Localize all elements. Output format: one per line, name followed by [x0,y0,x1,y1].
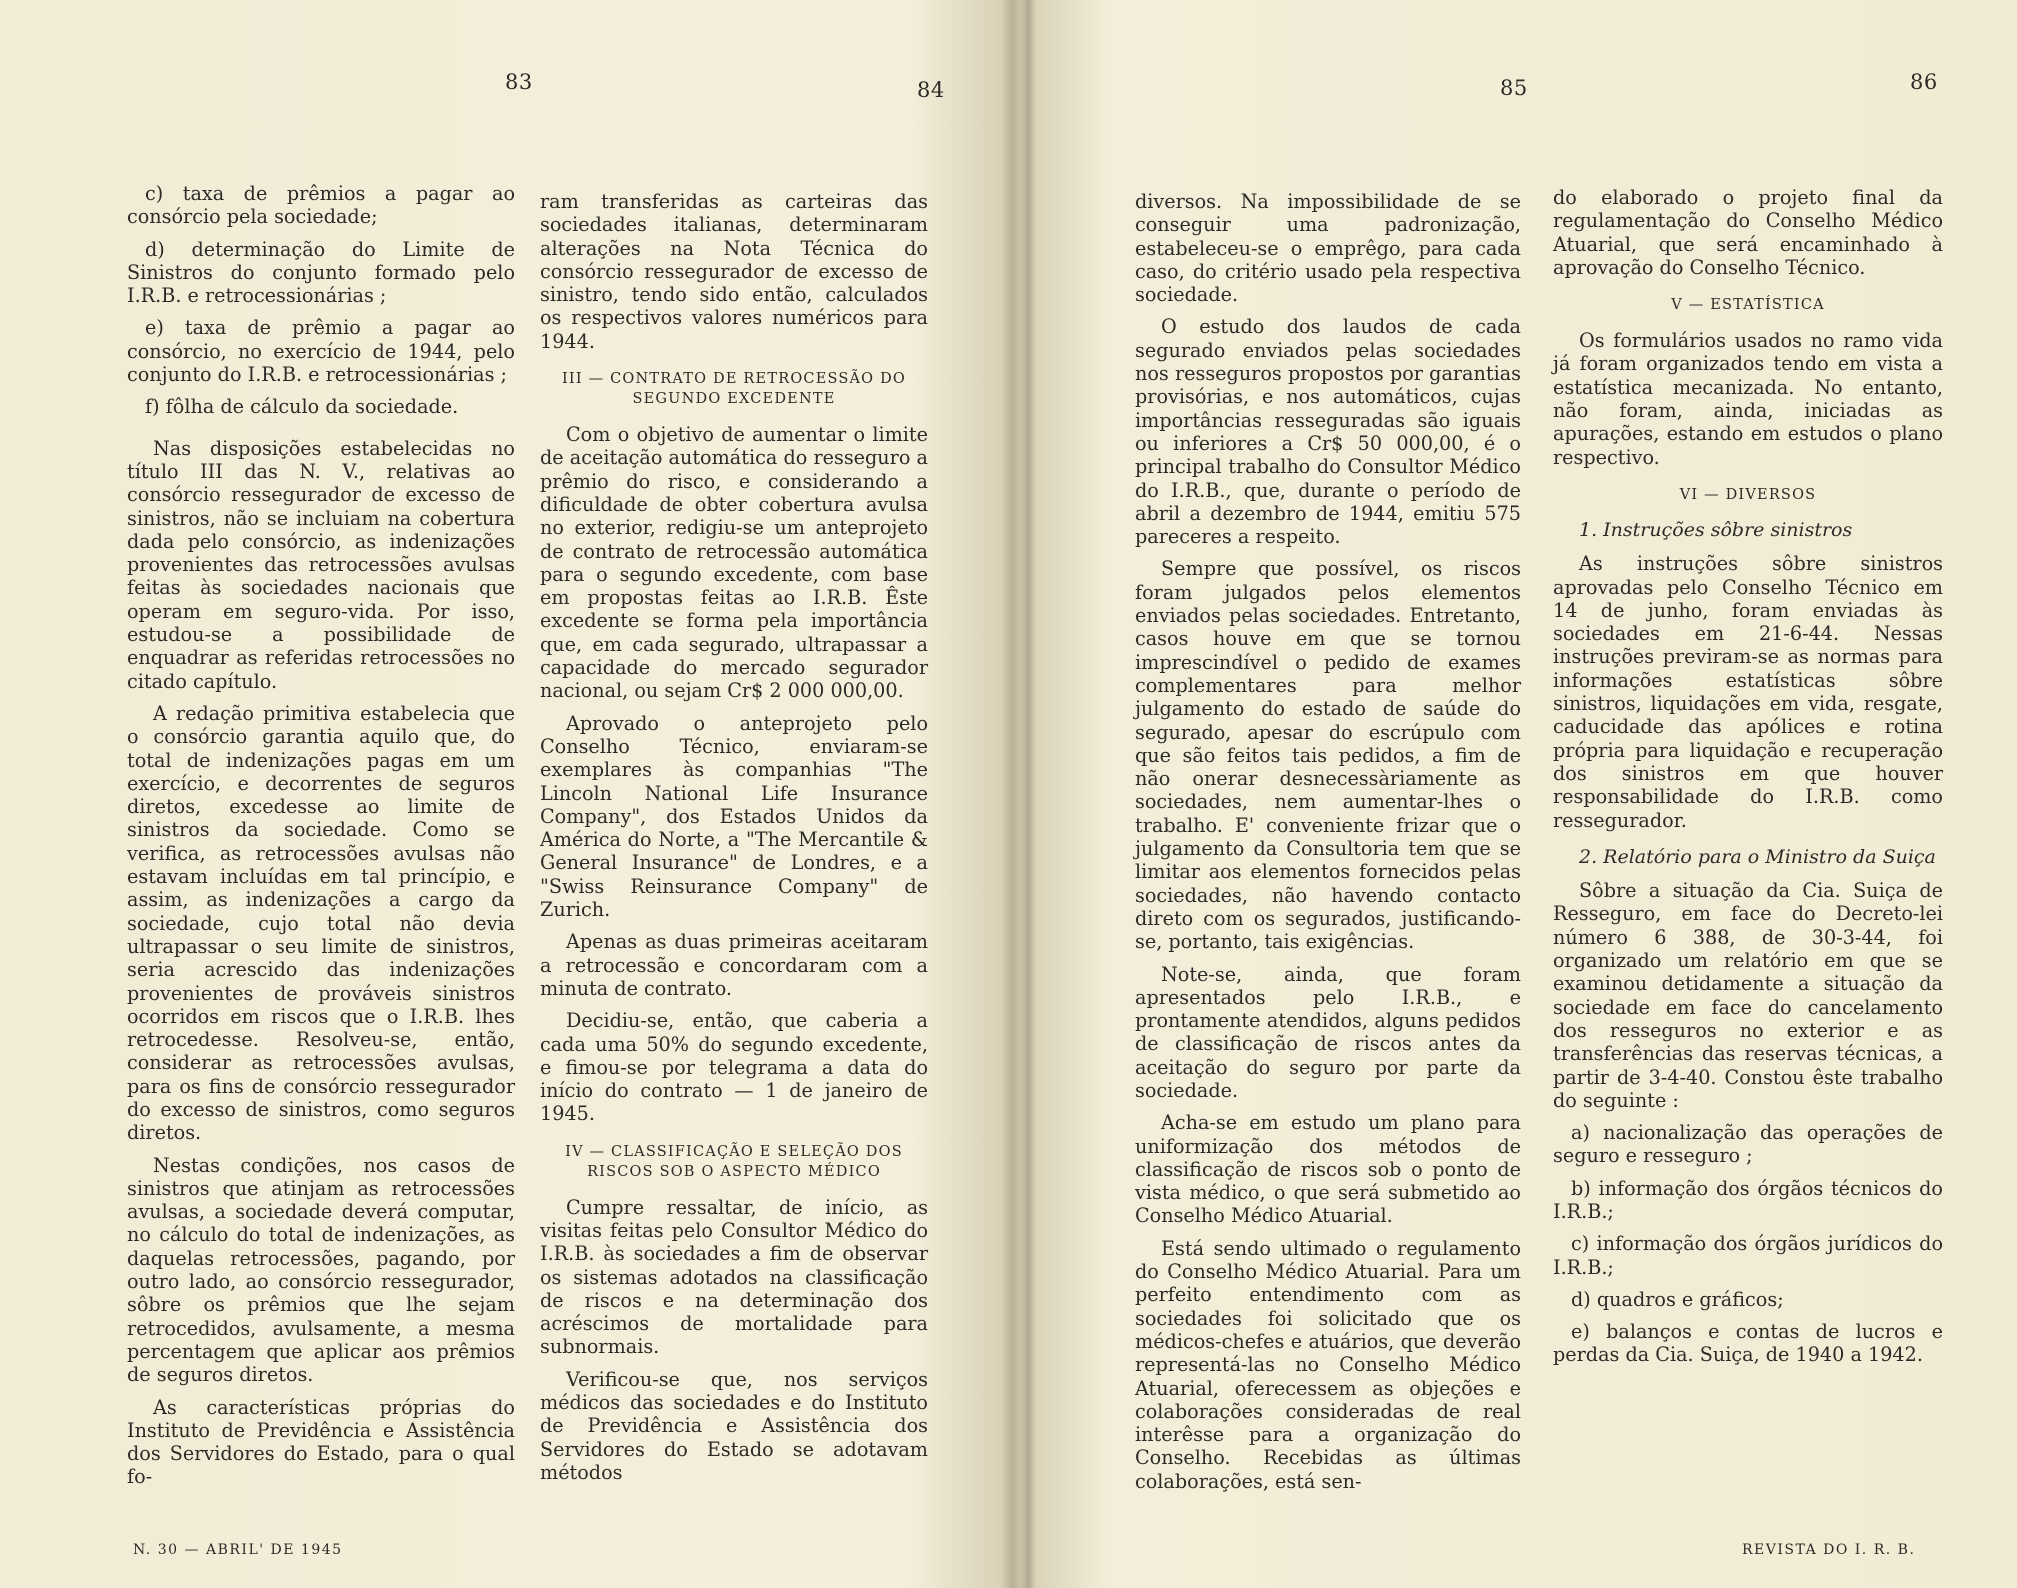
paragraph: Verificou-se que, nos serviços médicos das sociedades e do Instituto de Previdência e Assistência dos Servidores do Estado se adotavam métodos [540,1367,928,1484]
paragraph: Os formulários usados no ramo vida já foram organizados tendo em vista a estatística mecanizada. No entanto, não foram, ainda, iniciadas as apurações, estando em estudos o plano respectivo. [1553,329,1943,469]
section-heading: VI — DIVERSOS [1679,486,1817,503]
section-heading: III — CONTRATO DE RETROCESSÃO DO SEGUNDO EXCEDENTE [562,371,906,408]
section-heading: V — ESTATÍSTICA [1671,297,1825,314]
subsection-heading: 2. Relatório para o Ministro da Suiça [1579,845,1936,868]
list-item: d) quadros e gráficos; [1571,1287,1784,1311]
paragraph: Está sendo ultimado o regulamento do Conselho Médico Atuarial. Para um perfeito entendimento com as sociedades foi solicitado que os médicos-chefes e atuários, que deverão representá-las no Conselho Médico Atuarial, oferecessem as objeções e colaborações consideradas de real interêsse para a organização do Conselho. Recebidas as últimas colaborações, está sen- [1135,1236,1521,1493]
paragraph: f) fôlha de cálculo da sociedade. [145,395,459,419]
paragraph: As características próprias do Instituto de Previdência e Assistência dos Servidores do Estado, para o qual fo- [127,1395,515,1489]
list-item: e) balanços e contas de lucros e perdas da Cia. Suiça, de 1940 a 1942. [1553,1320,1943,1367]
subsection-heading: 1. Instruções sôbre sinistros [1579,518,1853,541]
footer-right: REVISTA DO I. R. B. [1742,1542,1916,1558]
paragraph: Aprovado o anteprojeto pelo Conselho Técnico, enviaram-se exemplares às companhias "The Lincoln National Life Insurance Company", dos Estados Unidos da América do Norte, a "The Mercantile & General Insurance" de Londres, e a "Swiss Reinsurance Company" de Zurich. [540,711,928,922]
paragraph: d) determinação do Limite de Sinistros do conjunto formado pelo I.R.B. e retrocessionárias ; [127,237,515,308]
paragraph: Decidiu-se, então, que caberia a cada uma 50% do segundo excedente, e fimou-se por telegrama a data do início do contrato — 1 de janeiro de 1945. [540,1009,928,1126]
paragraph: do elaborado o projeto final da regulamentação do Conselho Médico Atuarial, que será encaminhado à aprovação do Conselho Técnico. [1553,186,1943,279]
section-heading: IV — CLASSIFICAÇÃO E SELEÇÃO DOS RISCOS SOB O ASPECTO MÉDICO [565,1143,903,1180]
list-item: a) nacionalização das operações de seguro e resseguro ; [1553,1121,1943,1168]
list-item: c) informação dos órgãos jurídicos do I.R.B.; [1553,1232,1943,1279]
paragraph: Nestas condições, nos casos de sinistros que atinjam as retrocessões avulsas, a sociedade deverá computar, no cálculo do total de indenizações, as daquelas retrocessões, pagando, por outro lado, ao consórcio ressegurador, sôbre os prêmios que lhe sejam retrocedidos, avulsamente, a mesma percentagem que aplicar aos prêmios de seguros diretos. [127,1153,515,1387]
paragraph: Nas disposições estabelecidas no título III das N. V., relativas ao consórcio ressegurador de excesso de sinistros, não se incluiam na cobertura dada pelo consórcio, as indenizações provenientes das retrocessões avulsas feitas às sociedades nacionais que operam em seguro-vida. Por isso, estudou-se a possibilidade de enquadrar as referidas retrocessões no citado capítulo. [127,436,515,693]
page-number-85: 85 [1500,76,1528,100]
column-page-84 [540,190,928,1493]
column-page-85 [1135,190,1521,1502]
column-page-86 [1553,186,1943,1376]
page-number-86: 86 [1910,70,1938,94]
paragraph: Sempre que possível, os riscos foram julgados pelos elementos enviados pelas sociedades. Entretanto, casos houve em que se tornou imprescindível o pedido de exames complementares para melhor julgamento do estado de saúde do segurado, apesar do escrúpulo com que são feitos tais pedidos, a fim de não onerar desnecessàriamente as sociedades, nem aumentar-lhes o trabalho. E' conveniente frizar que o julgamento da Consultoria tem que se limitar aos elementos fornecidos pelas sociedades, não havendo contacto direto com os segurados, justificando-se, portanto, tais exigências. [1135,557,1521,954]
paragraph: O estudo dos laudos de cada segurado enviados pelas sociedades nos resseguros propostos por garantias provisórias, e nos automáticos, cujas importâncias resseguradas são iguais ou inferiores a Cr$ 50 000,00, é o principal trabalho do Consultor Médico do I.R.B., que, durante o período de abril a dezembro de 1944, emitiu 575 pareceres a respeito. [1135,315,1521,549]
paragraph: ram transferidas as carteiras das sociedades italianas, determinaram alterações na Nota Técnica do consórcio ressegurador de excesso de sinistro, tendo sido então, calculados os respectivos valores numéricos para 1944. [540,190,928,353]
footer-left: N. 30 — ABRIL' DE 1945 [133,1542,343,1558]
book-gutter [1020,0,1036,1588]
paragraph: Cumpre ressaltar, de início, as visitas feitas pelo Consultor Médico do I.R.B. às sociedades a fim de observar os sistemas adotados na classificação de riscos e na determinação dos acréscimos de mortalidade para subnormais. [540,1195,928,1359]
paragraph: Acha-se em estudo um plano para uniformização dos métodos de classificação de riscos sob o ponto de vista médico, o que será submetido ao Conselho Médico Atuarial. [1135,1111,1521,1228]
paragraph: c) taxa de prêmios a pagar ao consórcio pela sociedade; [127,182,515,229]
page-number-83: 83 [505,70,533,94]
paragraph: diversos. Na impossibilidade de se conseguir uma padronização, estabeleceu-se o emprêgo, para cada caso, do critério usado pela respectiva sociedade. [1135,190,1521,307]
paragraph: A redação primitiva estabelecia que o consórcio garantia aquilo que, do total de indenizações pagas em um exercício, e decorrentes de seguros diretos, excedesse ao limite de sinistros da sociedade. Como se verifica, as retrocessões avulsas não estavam incluídas em tal princípio, e assim, as indenizações a cargo da sociedade, cujo total não devia ultrapassar o seu limite de sinistros, seria acrescido das indenizações provenientes de prováveis sinistros ocorridos em riscos que o I.R.B. lhes retrocedesse. Resolveu-se, então, considerar as retrocessões avulsas, para os fins de consórcio ressegurador do excesso de sinistros, como seguros diretos. [127,701,515,1145]
paragraph: Sôbre a situação da Cia. Suiça de Resseguro, em face do Decreto-lei número 6 388, de 30-3-44, foi organizado um relatório em que se examinou detidamente a situação da sociedade em face do cancelamento dos resseguros no exterior e as transferências das reservas técnicas, a partir de 3-4-40. Constou êste trabalho do seguinte : [1553,879,1943,1112]
paragraph: e) taxa de prêmio a pagar ao consórcio, no exercício de 1944, pelo conjunto do I.R.B. e retrocessionárias ; [127,316,515,387]
list-item: b) informação dos órgãos técnicos do I.R.B.; [1553,1176,1943,1223]
page-number-84: 84 [917,78,945,102]
paragraph: Com o objetivo de aumentar o limite de aceitação automática do resseguro a prêmio do risco, e considerando a dificuldade de obter cobertura avulsa no exterior, redigiu-se um anteprojeto de contrato de retrocessão automática para o segundo excedente, com base em propostas feitas ao I.R.B. Êste excedente se forma pela importância que, em cada segurado, ultrapassar a capacidade do mercado segurador nacional, ou sejam Cr$ 2 000 000,00. [540,423,928,703]
column-page-83 [127,182,515,1498]
paragraph: Apenas as duas primeiras aceitaram a retrocessão e concordaram com a minuta de contrato. [540,930,928,1000]
paragraph: As instruções sôbre sinistros aprovadas pelo Conselho Técnico em 14 de junho, foram enviadas às sociedades em 21-6-44. Nessas instruções previram-se as normas para informações estatísticas sôbre sinistros, liquidações em vida, resgate, caducidade das apólices e rotina própria para liquidação e recuperação dos sinistros em que houver responsabilidade do I.R.B. como ressegurador. [1553,552,1943,832]
paragraph: Note-se, ainda, que foram apresentados pelo I.R.B., e prontamente atendidos, alguns pedidos de classificação de riscos antes da aceitação do seguro por parte da sociedade. [1135,962,1521,1102]
